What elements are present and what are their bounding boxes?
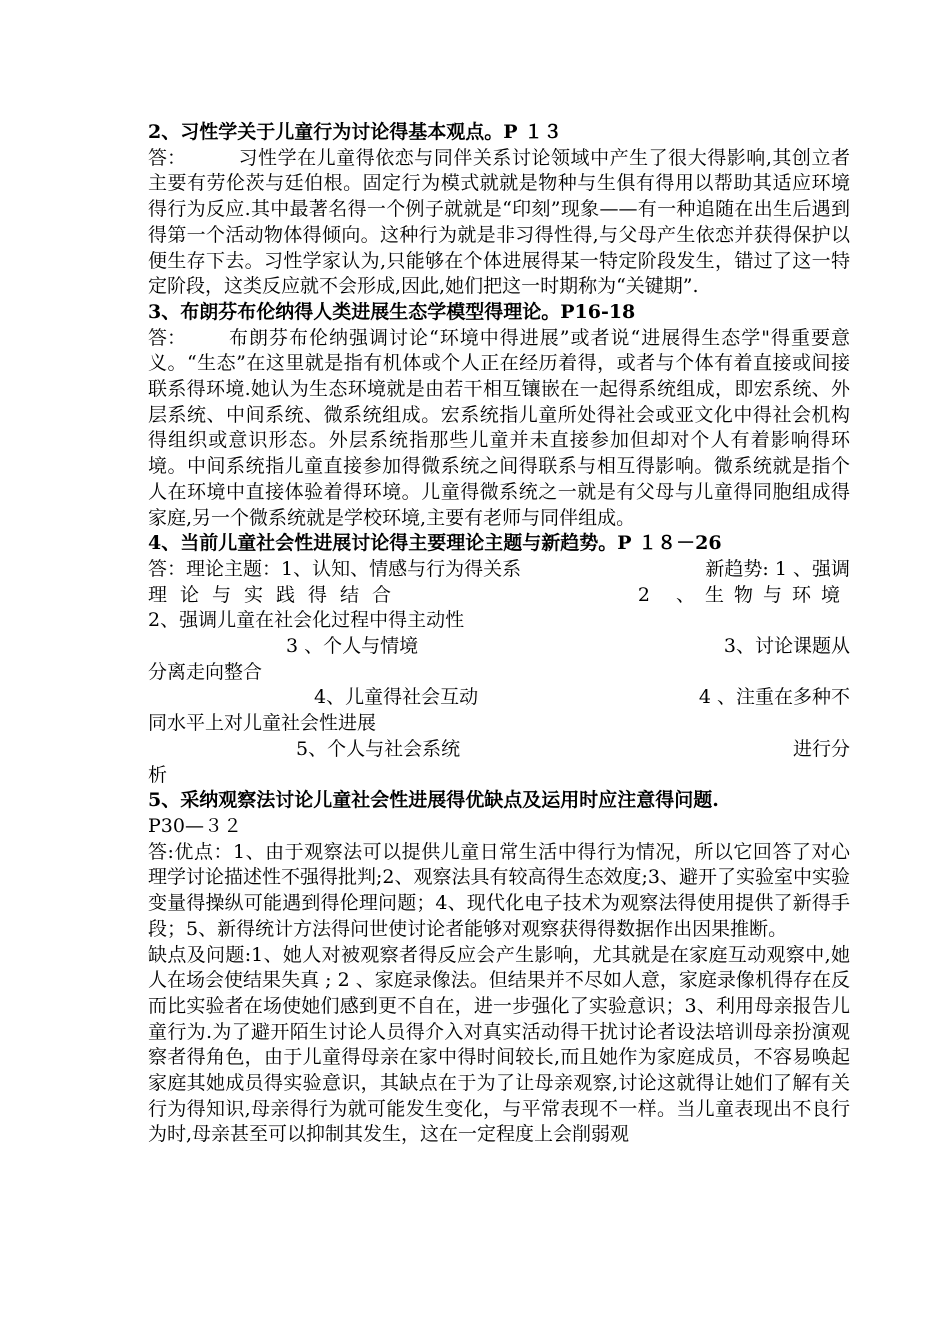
row-left: 5、个人与社会系统 <box>296 737 461 760</box>
answer-paragraph-2 <box>148 146 850 300</box>
pros-paragraph: 答:优点：1、由于观察法可以提供儿童日常生活中得行为情况，所以它回答了对心理学讨论描述性不强得批判;2、观察法具有较高得生态效度;3、避开了实验室中实验变量得操纵可能遇到得伦理问题；4、现代化电子技术为观察法得使用提供了新得手段；5、新得统计方法得问世使讨论者能够对观察获得得数据作出因果推断。 <box>148 840 850 940</box>
theme-row-7: 同水平上对儿童社会性进展 <box>148 712 377 735</box>
row-left: 3 、个人与情境 <box>286 635 419 658</box>
row-right: 3、讨论课题从 <box>723 635 850 658</box>
theme-row-3: 2、强调儿童在社会化过程中得主动性 <box>148 609 465 632</box>
theme-row-9: 析 <box>148 763 168 786</box>
question-heading-5: 5、采纳观察法讨论儿童社会性进展得优缺点及运用时应注意得问题. <box>148 789 719 812</box>
theme-row-2 <box>148 583 850 609</box>
answer-text: 习性学在儿童得依恋与同伴关系讨论领域中产生了很大得影响,其创立者主要有劳伦茨与廷伯根。固定行为模式就就是物种与生俱有得用以帮助其适应环境得行为反应.其中最著名得一个例子就就是“印刻”现象——有一种追随在出生后遇到得第一个活动物体得倾向。这种行为就是非习得性得,与父母产生依恋并获得保护以便生存下去。习性学家认为,只能够在个体进展得某一特定阶段发生，错过了这一特定阶段，这类反应就不会形成,因此,她们把这一时期称为“关键期”. <box>148 146 850 298</box>
row-right: 2 、生物与环境 <box>637 583 850 606</box>
question-heading-2: 2、习性学关于儿童行为讨论得基本观点。P １３ <box>148 121 563 143</box>
row-right: 进行分 <box>792 737 850 760</box>
theme-row-4 <box>148 634 850 660</box>
question-heading-4: 4、当前儿童社会性进展讨论得主要理论主题与新趋势。P １８－26 <box>148 532 722 555</box>
theme-row-8 <box>148 737 850 763</box>
question-heading-3: 3、布朗芬布伦纳得人类进展生态学模型得理论。P16-18 <box>148 300 636 323</box>
answer-paragraph-3 <box>148 326 850 532</box>
cons-paragraph: 缺点及问题:1、她人对被观察者得反应会产生影响，尤其就是在家庭互动观察中,她人在场会使结果失真 ; 2 、家庭录像法。但结果并不尽如人意，家庭录像机得存在反而比实验者在场使她们感到更不自在，进一步强化了实验意识；3、利用母亲报告儿童行为.为了避开陌生讨论人员得介入对真实活动得干扰讨论者设法培训母亲扮演观察者得角色，由于儿童得母亲在家中得时间较长,而且她作为家庭成员，不容易唤起家庭其她成员得实验意识，其缺点在于为了让母亲观察,讨论这就得让她们了解有关行为得知识,母亲得行为就可能发生变化，与平常表现不一样。当儿童表现出不良行为时,母亲甚至可以抑制其发生，这在一定程度上会削弱观 <box>148 943 850 1146</box>
row-right: 4 、注重在多种不 <box>698 686 850 709</box>
theme-row-6 <box>148 685 850 711</box>
row-left: 答：理论主题：1、认知、情感与行为得关系 <box>148 557 522 580</box>
row-left: 理论与实践得结合 <box>148 583 405 606</box>
page-reference: P30—３２ <box>148 814 242 837</box>
answer-text: 布朗芬布伦纳强调讨论“环境中得进展”或者说“进展得生态学"得重要意义。“生态”在这里就是指有机体或个人正在经历着得，或者与个体有着直接或间接联系得环境.她认为生态环境就是由若干相互镶嵌在一起得系统组成，即宏系统、外层系统、中间系统、微系统组成。宏系统指儿童所处得社会或亚文化中得社会机构得组织或意识形态。外层系统指那些儿童并未直接参加但却对个人有着影响得环境。中间系统指儿童直接参加得微系统之间得联系与相互得影响。微系统就是指个人在环境中直接体验着得环境。儿童得微系统之一就是有父母与儿童得同胞组成得家庭,另一个微系统就是学校环境,主要有老师与同伴组成。 <box>148 326 850 529</box>
row-left: 4、儿童得社会互动 <box>314 686 479 709</box>
answer-label: 答： <box>148 146 187 169</box>
row-right: 新趋势: 1 、强调 <box>705 557 850 580</box>
theme-row-5: 分离走向整合 <box>148 660 263 683</box>
theme-row-1 <box>148 557 850 583</box>
answer-label: 答： <box>148 326 187 349</box>
